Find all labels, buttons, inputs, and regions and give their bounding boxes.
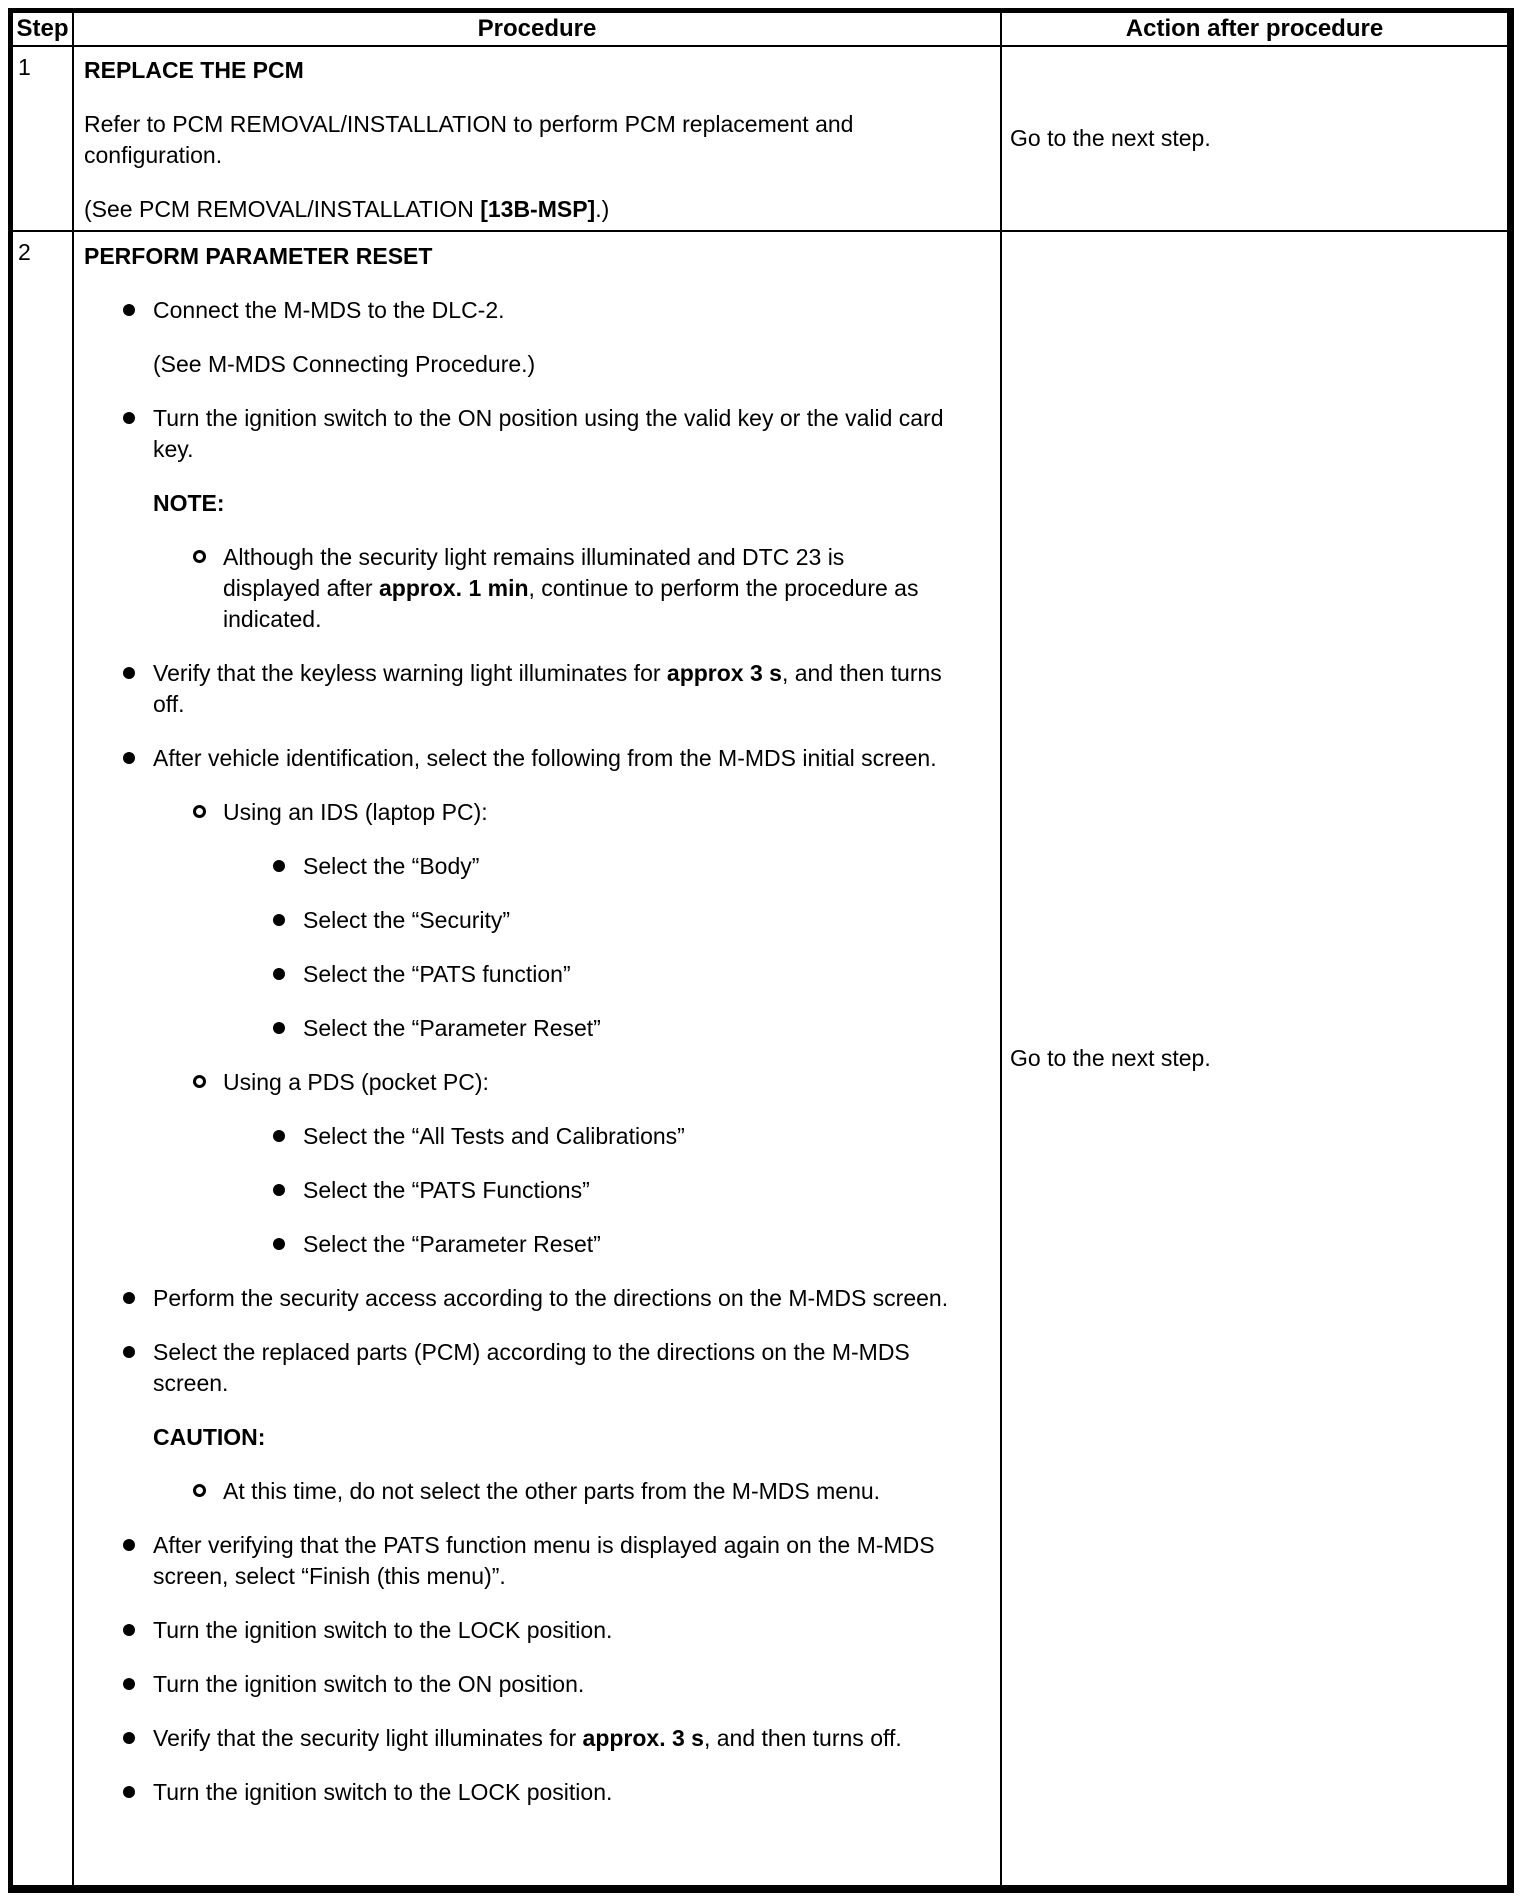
action-cell bbox=[1002, 232, 1507, 1885]
text-run: .) bbox=[595, 196, 610, 222]
circle-icon bbox=[193, 1484, 206, 1497]
circle-icon bbox=[193, 805, 206, 818]
bullet-icon bbox=[123, 1669, 153, 1690]
paragraph-text bbox=[153, 1669, 584, 1700]
bullet-icon bbox=[123, 1346, 135, 1358]
circle-icon bbox=[193, 542, 223, 563]
col-header-procedure: Procedure bbox=[74, 13, 1002, 47]
bullet-icon bbox=[273, 1130, 285, 1142]
bullet-item bbox=[123, 1777, 994, 1808]
bullet-item bbox=[123, 1283, 994, 1314]
circle-icon bbox=[193, 550, 206, 563]
text-run: Refer to PCM REMOVAL/INSTALLATION to perform PCM replacement and configuration. bbox=[84, 111, 854, 168]
paragraph-text bbox=[153, 658, 953, 720]
procedure-paragraph bbox=[84, 109, 984, 171]
bullet-icon bbox=[123, 743, 153, 764]
text-run: Select the “Security” bbox=[303, 907, 511, 933]
paragraph-text bbox=[153, 1337, 953, 1399]
caution-label bbox=[153, 1422, 994, 1453]
bullet-item bbox=[123, 1723, 994, 1754]
bullet-item bbox=[123, 1615, 994, 1646]
bullet-icon bbox=[123, 1615, 153, 1636]
bullet-icon bbox=[123, 1530, 153, 1551]
text-run: Select the “Parameter Reset” bbox=[303, 1231, 601, 1257]
bullet-icon bbox=[273, 968, 285, 980]
paragraph-text bbox=[303, 1013, 601, 1044]
bullet-item bbox=[273, 1175, 994, 1206]
text-run: Select the replaced parts (PCM) according to the directions on the M-MDS screen. bbox=[153, 1339, 910, 1396]
paragraph-text bbox=[303, 905, 510, 936]
bullet-icon bbox=[273, 1121, 303, 1142]
col-header-step: Step bbox=[13, 13, 74, 47]
bullet-icon bbox=[123, 667, 135, 679]
text-run: Perform the security access according to the directions on the M-MDS screen. bbox=[153, 1285, 949, 1311]
paragraph-text bbox=[223, 1067, 489, 1098]
bullet-item bbox=[123, 295, 994, 326]
text-run: Select the “Parameter Reset” bbox=[303, 1015, 601, 1041]
bullet-icon bbox=[273, 905, 303, 926]
text-run: Connect the M-MDS to the DLC-2. bbox=[153, 297, 505, 323]
paragraph-text bbox=[153, 1777, 612, 1808]
note-label bbox=[153, 488, 994, 519]
text-run: , and then turns off. bbox=[153, 660, 942, 717]
text-run: Select the “Body” bbox=[303, 853, 480, 879]
paragraph-text bbox=[223, 797, 488, 828]
bullet-icon bbox=[123, 412, 135, 424]
bullet-icon bbox=[273, 1022, 285, 1034]
bullet-icon bbox=[273, 1013, 303, 1034]
text-run: approx. 1 min bbox=[378, 575, 529, 601]
bullet-icon bbox=[123, 403, 153, 424]
paragraph-text bbox=[223, 542, 923, 635]
procedure-table bbox=[8, 8, 1514, 1893]
sub-bullet-item bbox=[193, 1476, 994, 1507]
sub-bullet-item bbox=[193, 542, 994, 635]
bullet-icon bbox=[123, 1777, 153, 1798]
text-run: Turn the ignition switch to the LOCK position. bbox=[153, 1617, 613, 1643]
circle-icon bbox=[193, 1476, 223, 1497]
sub-bullet-item bbox=[193, 1067, 994, 1098]
paragraph-text bbox=[153, 1615, 612, 1646]
bullet-item bbox=[123, 743, 994, 774]
bullet-icon bbox=[273, 914, 285, 926]
step-number: 1 bbox=[13, 47, 74, 232]
step-number: 2 bbox=[13, 232, 74, 1885]
action-cell bbox=[1002, 47, 1507, 232]
text-run: approx 3 s bbox=[666, 660, 782, 686]
paragraph-text bbox=[303, 1229, 601, 1260]
bullet-icon bbox=[123, 1337, 153, 1358]
text-run: approx. 3 s bbox=[582, 1725, 704, 1751]
paragraph-text bbox=[153, 1530, 953, 1592]
circle-icon bbox=[193, 797, 223, 818]
paragraph-text bbox=[153, 295, 505, 326]
bullet-item bbox=[273, 1121, 994, 1152]
bullet-icon bbox=[273, 860, 285, 872]
bullet-icon bbox=[273, 851, 303, 872]
text-run: Turn the ignition switch to the LOCK position. bbox=[153, 1779, 613, 1805]
procedure-title bbox=[84, 241, 994, 272]
paragraph-text bbox=[303, 1121, 685, 1152]
bullet-item bbox=[273, 1229, 994, 1260]
bullet-icon bbox=[123, 658, 153, 679]
paragraph-text bbox=[153, 403, 953, 465]
bullet-icon bbox=[123, 1624, 135, 1636]
bullet-icon bbox=[123, 1283, 153, 1304]
bullet-icon bbox=[123, 304, 135, 316]
bullet-item bbox=[123, 403, 994, 465]
paragraph-text bbox=[153, 1723, 902, 1754]
text-run: Using an IDS (laptop PC): bbox=[223, 799, 488, 825]
paragraph-text bbox=[303, 851, 479, 882]
procedure-cell bbox=[74, 232, 1002, 1885]
text-run: Turn the ignition switch to the ON position using the valid key or the valid card key. bbox=[153, 405, 944, 462]
bullet-icon bbox=[123, 295, 153, 316]
text-run: (See M-MDS Connecting Procedure.) bbox=[153, 351, 536, 377]
sub-bullet-item bbox=[193, 797, 994, 828]
text-run: At this time, do not select the other parts from the M-MDS menu. bbox=[223, 1478, 881, 1504]
bullet-icon bbox=[273, 1229, 303, 1250]
text-run: PERFORM PARAMETER RESET bbox=[84, 243, 433, 269]
text-run: CAUTION: bbox=[153, 1424, 266, 1450]
bullet-icon bbox=[273, 1238, 285, 1250]
text-run: Although the security light remains illuminated and DTC 23 is displayed after bbox=[223, 544, 845, 601]
bullet-icon bbox=[123, 1732, 135, 1744]
text-run: Select the “All Tests and Calibrations” bbox=[303, 1123, 685, 1149]
text-run: Select the “PATS function” bbox=[303, 961, 571, 987]
bullet-icon bbox=[123, 752, 135, 764]
procedure-cell bbox=[74, 47, 1002, 232]
col-header-action: Action after procedure bbox=[1002, 13, 1507, 47]
bullet-icon bbox=[123, 1723, 153, 1744]
bullet-icon bbox=[273, 1175, 303, 1196]
text-run: Turn the ignition switch to the ON position. bbox=[153, 1671, 585, 1697]
procedure-title bbox=[84, 55, 994, 86]
bullet-icon bbox=[123, 1678, 135, 1690]
text-run: [13B-MSP] bbox=[480, 196, 596, 222]
bullet-item bbox=[273, 959, 994, 990]
procedure-paragraph bbox=[84, 194, 984, 225]
bullet-icon bbox=[123, 1786, 135, 1798]
circle-icon bbox=[193, 1075, 206, 1088]
bullet-item bbox=[123, 658, 994, 720]
text-run: Select the “PATS Functions” bbox=[303, 1177, 590, 1203]
paragraph-text bbox=[153, 1283, 948, 1314]
text-run: NOTE: bbox=[153, 490, 225, 516]
text-run: REPLACE THE PCM bbox=[84, 57, 304, 83]
bullet-item bbox=[123, 1669, 994, 1700]
bullet-item bbox=[123, 1337, 994, 1399]
bullet-item bbox=[123, 1530, 994, 1592]
text-run: Using a PDS (pocket PC): bbox=[223, 1069, 489, 1095]
text-run: After vehicle identification, select the following from the M-MDS initial screen. bbox=[153, 745, 937, 771]
action-text: Go to the next step. bbox=[1010, 1045, 1211, 1071]
bullet-icon bbox=[273, 959, 303, 980]
text-run: , continue to perform the procedure as indicated. bbox=[223, 575, 919, 632]
paragraph-text bbox=[153, 743, 937, 774]
text-run: After verifying that the PATS function menu is displayed again on the M-MDS screen, select “Finish (this menu)”. bbox=[153, 1532, 935, 1589]
action-text: Go to the next step. bbox=[1010, 125, 1211, 151]
bullet-item bbox=[273, 1013, 994, 1044]
paragraph-text bbox=[223, 1476, 880, 1507]
bullet-icon bbox=[123, 1539, 135, 1551]
paragraph-text bbox=[303, 1175, 590, 1206]
text-run: Verify that the keyless warning light illuminates for bbox=[153, 660, 667, 686]
bullet-item bbox=[273, 851, 994, 882]
bullet-item bbox=[273, 905, 994, 936]
text-run: Verify that the security light illuminates for bbox=[153, 1725, 583, 1751]
paragraph-text bbox=[303, 959, 571, 990]
bullet-icon bbox=[273, 1184, 285, 1196]
text-run: (See PCM REMOVAL/INSTALLATION bbox=[84, 196, 481, 222]
bullet-icon bbox=[123, 1292, 135, 1304]
procedure-paragraph bbox=[153, 349, 994, 380]
circle-icon bbox=[193, 1067, 223, 1088]
text-run: , and then turns off. bbox=[703, 1725, 902, 1751]
